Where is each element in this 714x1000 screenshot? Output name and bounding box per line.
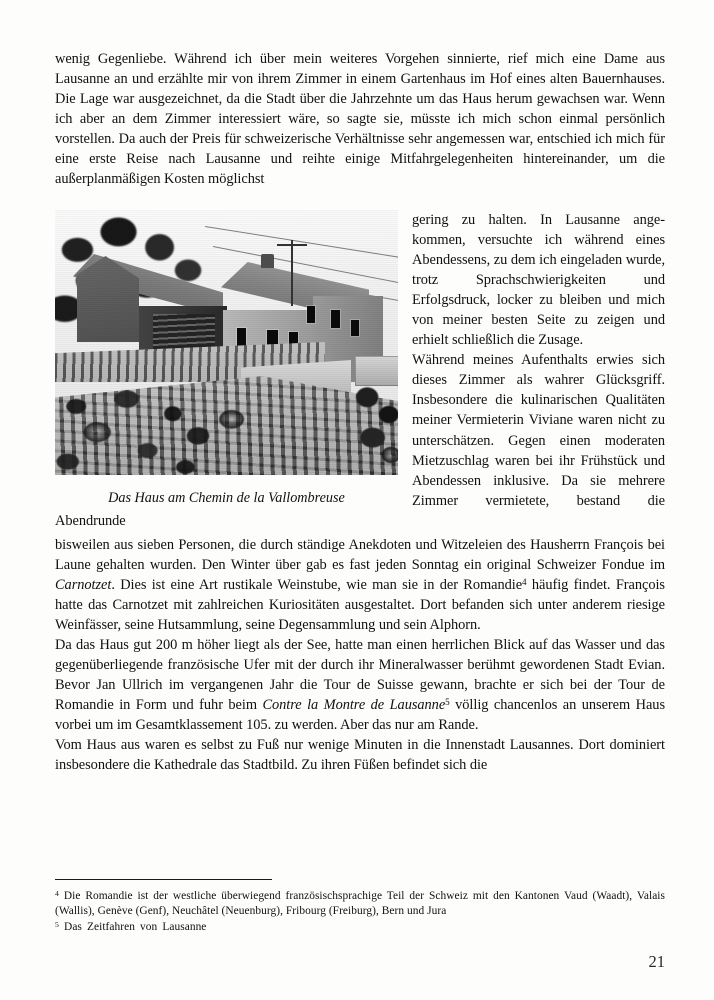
italic-title-carnotzet: Carnotzet bbox=[55, 576, 112, 593]
text-run: häufig findet. François hatte das Carnotzet mit zahlreichen Kuriositäten ausgestaltet. Dort befanden sich unter anderem riesige Weinfässer, seine Hutsammlung, seine Degensammlung und sein Alphorn. bbox=[55, 576, 665, 633]
halftone-grain-overlay bbox=[55, 210, 398, 475]
figure-caption: Das Haus am Chemin de la Vallombreuse bbox=[108, 490, 345, 506]
italic-title-contre-la-montre: Contre la Montre de Lausanne bbox=[262, 697, 446, 714]
footnote-ref-5[interactable]: 5 bbox=[445, 697, 450, 708]
text-run: völlig chancenlos an unserem Haus vorbei um im Gesamtklassement 105. zu werden. Aber das nur am Rande. bbox=[55, 697, 665, 734]
figure-and-text-flow bbox=[55, 210, 665, 775]
footnote-item bbox=[55, 920, 665, 935]
paragraph-text bbox=[55, 635, 665, 735]
paragraph-text bbox=[55, 535, 665, 635]
text-run: bisweilen aus sieben Personen, die durch ständige Anekdoten und Witzeleien des Hausherrn François bei Laune gehalten wurden. Den Winter über gab es fast jeden Sonntag ein original Schweizer Fondue im bbox=[55, 536, 665, 573]
footnote-text: Die Romandie ist der westliche überwiegend französischsprachige Teil der Schweiz mit den Kantonen Vaud (Waadt), Valais (Wallis), Genève (Genf), Neuchâtel (Neuenburg), Fribourg (Freiburg), Bern und Jura bbox=[55, 890, 666, 918]
paragraph-evian bbox=[55, 635, 665, 775]
footnote-separator-rule bbox=[55, 879, 272, 880]
footnotes-section bbox=[55, 879, 665, 935]
footnote-marker: 4 bbox=[55, 888, 59, 898]
figure-haus-vallombreuse bbox=[55, 210, 398, 507]
paragraph-text: wenig Gegenliebe. Während ich über mein weiteres Vorgehen sinnierte, rief mich eine Dame aus Lausanne an und erzählte mir von ihrem Zimmer in einem Gartenhaus im Hof eines alten Bauernhauses. Die Lage war ausgezeichnet, da die Stadt über die Jahrzehnte um das Haus herum gewachsen war. Wenn ich aber an dem Zimmer interessiert wäre, so sagte sie, müsste ich mich schon einmal persönlich vorstellen. Da auch der Preis für schweizerische Verhältnisse sehr angemessen war, entschied ich mich für eine erste Reise nach Lausanne und reihte einige Mitfahrgelegenheiten hintereinander, um die außerplanmäßigen Kosten möglichst bbox=[55, 51, 665, 188]
paragraph-text: gering zu halten. In Lausanne angekommen, versuchte ich während eines Abendessens, zu dem ich eingeladen wurde, trotz Sprachschwierigkeiten und Erfolgsdruck, locker zu bleiben und mich von meiner besten Seite zu zeigen und erhielt schließlich die Zusage. bbox=[412, 212, 665, 349]
paragraph-text: Während meines Aufenthalts erwies sich dieses Zimmer als wahrer Glücksgriff. Insbesondere die kulinarischen Qualitäten meiner Vermieterin Viviane waren nicht zu unterschätzen. Gegen einen moderaten Mietzuschlag waren bei ihr Frühstück und Abendessen inklusive. Da sie mehrere Zimmer vermietete, bestand die Abendrunde bbox=[55, 352, 665, 529]
footnote-marker: 5 bbox=[55, 919, 59, 929]
page-number: 21 bbox=[648, 952, 665, 971]
photograph-haus-vallombreuse bbox=[55, 210, 398, 475]
paragraph-carnotzet bbox=[55, 531, 665, 635]
paragraph-text: Vom Haus aus waren es selbst zu Fuß nur wenige Minuten in die Innenstadt Lausannes. Dort dominiert insbesondere die Kathedrale das Stadtbild. Zu ihren Füßen befindet sich die bbox=[55, 737, 665, 774]
footnote-item bbox=[55, 889, 665, 920]
footnote-text: Das Zeitfahren von Lausanne bbox=[64, 920, 207, 933]
text-run: . Dies ist eine Art rustikale Weinstube, wie man sie in der Romandie bbox=[111, 576, 523, 593]
footnote-ref-4[interactable]: 4 bbox=[522, 576, 527, 587]
text-run: Da das Haus gut 200 m höher liegt als der See, hatte man einen herrlichen Blick auf das Wasser und das gegenüberliegende französische Ufer mit der durch ihr Mineralwasser berühmt gewordenen Stadt Evian. Bevor Jan Ullrich im vergangenen Jahr die Tour de Suisse gewann, brachte er sich bei der Tour de Romandie in Form und fuhr beim bbox=[55, 636, 665, 714]
paragraph-opening bbox=[55, 49, 665, 189]
